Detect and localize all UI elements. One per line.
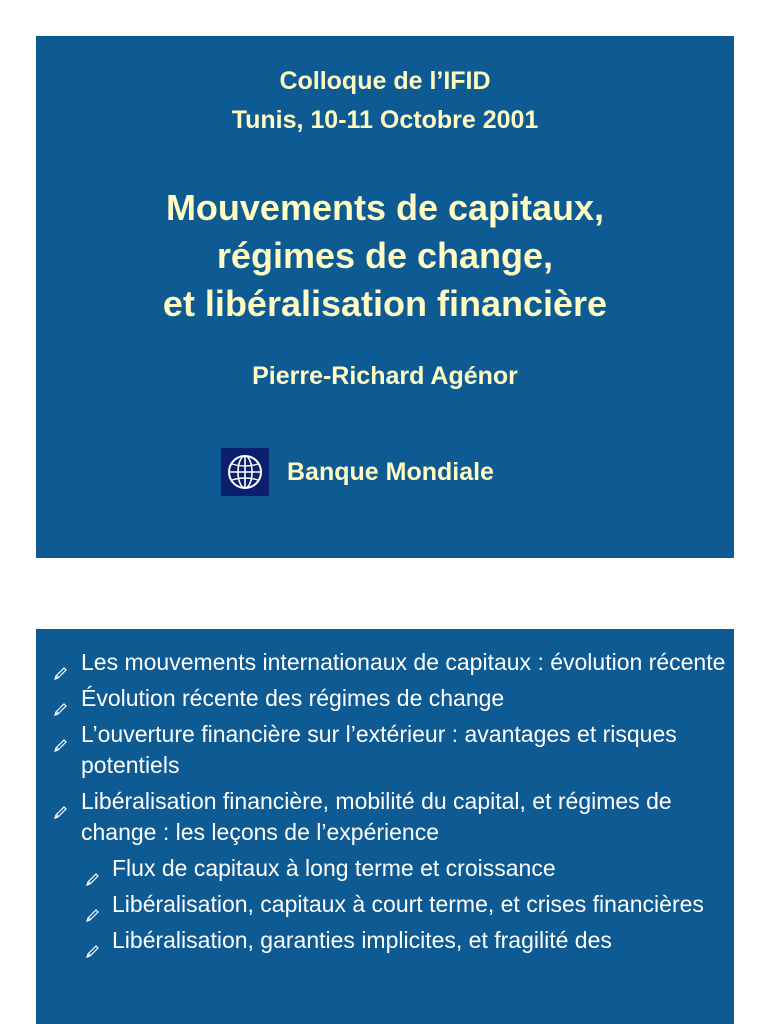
title-line-2: régimes de change,: [216, 235, 554, 276]
outline-item-text: Libéralisation financière, mobilité du capital, et régimes de change : les leçons de l’expérience: [81, 788, 672, 845]
outline-item: [36, 647, 734, 678]
globe-icon: [221, 448, 269, 496]
pen-nib-icon: [54, 796, 68, 810]
pen-nib-icon: [54, 657, 68, 671]
pen-nib-icon: [54, 693, 68, 707]
outline-item: [36, 719, 734, 781]
author-name: Pierre-Richard Agénor: [252, 362, 518, 390]
pen-nib-icon: [86, 935, 100, 949]
outline-item-text: Libéralisation, capitaux à court terme, et crises financières: [112, 891, 704, 917]
outline-item-text: Flux de capitaux à long terme et croissance: [112, 855, 556, 881]
pen-nib-icon: [86, 863, 100, 877]
outline-item: [36, 683, 734, 714]
outline-slide: [36, 629, 734, 1024]
organization: [221, 448, 494, 496]
outline-item-text: Les mouvements internationaux de capitaux : évolution récente: [81, 649, 726, 675]
conference-heading: [36, 62, 734, 140]
organization-name: Banque Mondiale: [287, 457, 494, 486]
outline-item: [36, 786, 734, 848]
outline-item-text: Libéralisation, garanties implicites, et fragilité des: [112, 927, 612, 953]
conference-name: Colloque de l’IFID: [279, 67, 491, 95]
outline-item: [36, 853, 734, 884]
conference-place-date: Tunis, 10-11 Octobre 2001: [231, 105, 539, 134]
title-line-1: Mouvements de capitaux,: [165, 187, 605, 228]
outline-item-text: L’ouverture financière sur l’extérieur : avantages et risques potentiels: [81, 721, 677, 778]
outline-item: [36, 889, 734, 920]
pen-nib-icon: [54, 729, 68, 743]
outline-item: [36, 925, 734, 956]
title-line-3: et libéralisation financière: [162, 283, 608, 324]
outline-item-text: Évolution récente des régimes de change: [81, 685, 505, 711]
outline-list: [36, 647, 734, 956]
pen-nib-icon: [86, 899, 100, 913]
presentation-title: [36, 184, 734, 328]
title-slide: [36, 36, 734, 558]
